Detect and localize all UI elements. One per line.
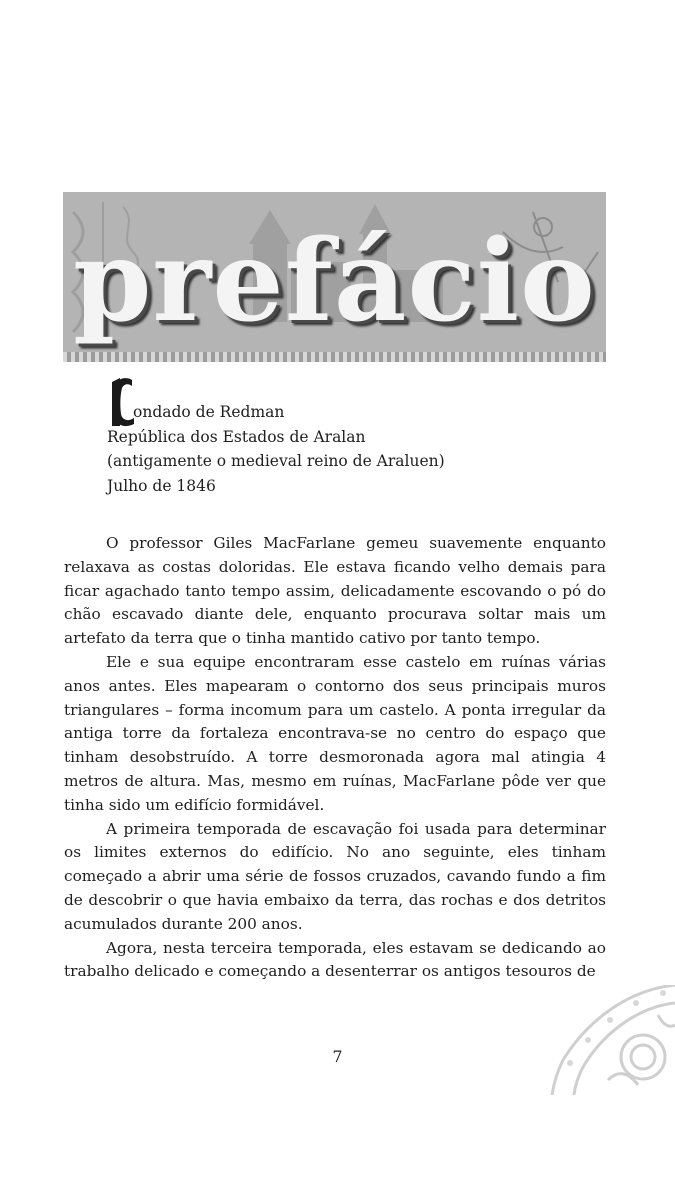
paragraph: Ele e sua equipe encontraram esse castelo em ruínas várias anos antes. Eles mapearam o contorno dos seus principais muros triangulares – forma incomum para um castelo. A ponta irregular da antiga torre da fortaleza encontrava-se no centro do espaço que tinham desobstruído. A torre desmoronada agora mal atingia 4 metros de altura. Mas, mesmo em ruínas, MacFarlane pôde ver que tinha sido um edifício formidável. bbox=[64, 652, 606, 814]
paragraph: Agora, nesta terceira temporada, eles estavam se dedicando ao trabalho delicado e começando a desenterrar os antigos tesouros de bbox=[64, 938, 606, 981]
corner-ornament-icon bbox=[548, 985, 675, 1095]
heading-line-4: Julho de 1846 bbox=[107, 476, 216, 495]
paragraph: A primeira temporada de escavação foi usada para determinar os limites externos do edifício. No ano seguinte, eles tinham começado a abrir uma série de fossos cruzados, cavando fundo a fim de descobrir o que havia embaixo da terra, das rochas e dos detritos acumulados durante 200 anos. bbox=[64, 819, 606, 933]
heading-line-2: República dos Estados de Aralan bbox=[107, 427, 366, 446]
heading-line-3: (antigamente o medieval reino de Araluen) bbox=[107, 452, 445, 470]
chapter-title: prefácio bbox=[73, 216, 596, 347]
page-number: 7 bbox=[332, 1047, 343, 1066]
location-heading bbox=[107, 372, 607, 498]
paragraph: O professor Giles MacFarlane gemeu suavemente enquanto relaxava as costas doloridas. Ele estava ficando velho demais para ficar agachado tanto tempo assim, delicadamente escovando o pó do chão escavado diante dele, enquanto procurava soltar mais um artefato da terra que o tinha mantido cativo por tanto tempo. bbox=[64, 534, 606, 648]
banner-border bbox=[63, 352, 606, 362]
heading-line-1: ondado de Redman bbox=[133, 403, 285, 421]
chapter-banner bbox=[63, 192, 606, 362]
body-text bbox=[64, 532, 606, 984]
